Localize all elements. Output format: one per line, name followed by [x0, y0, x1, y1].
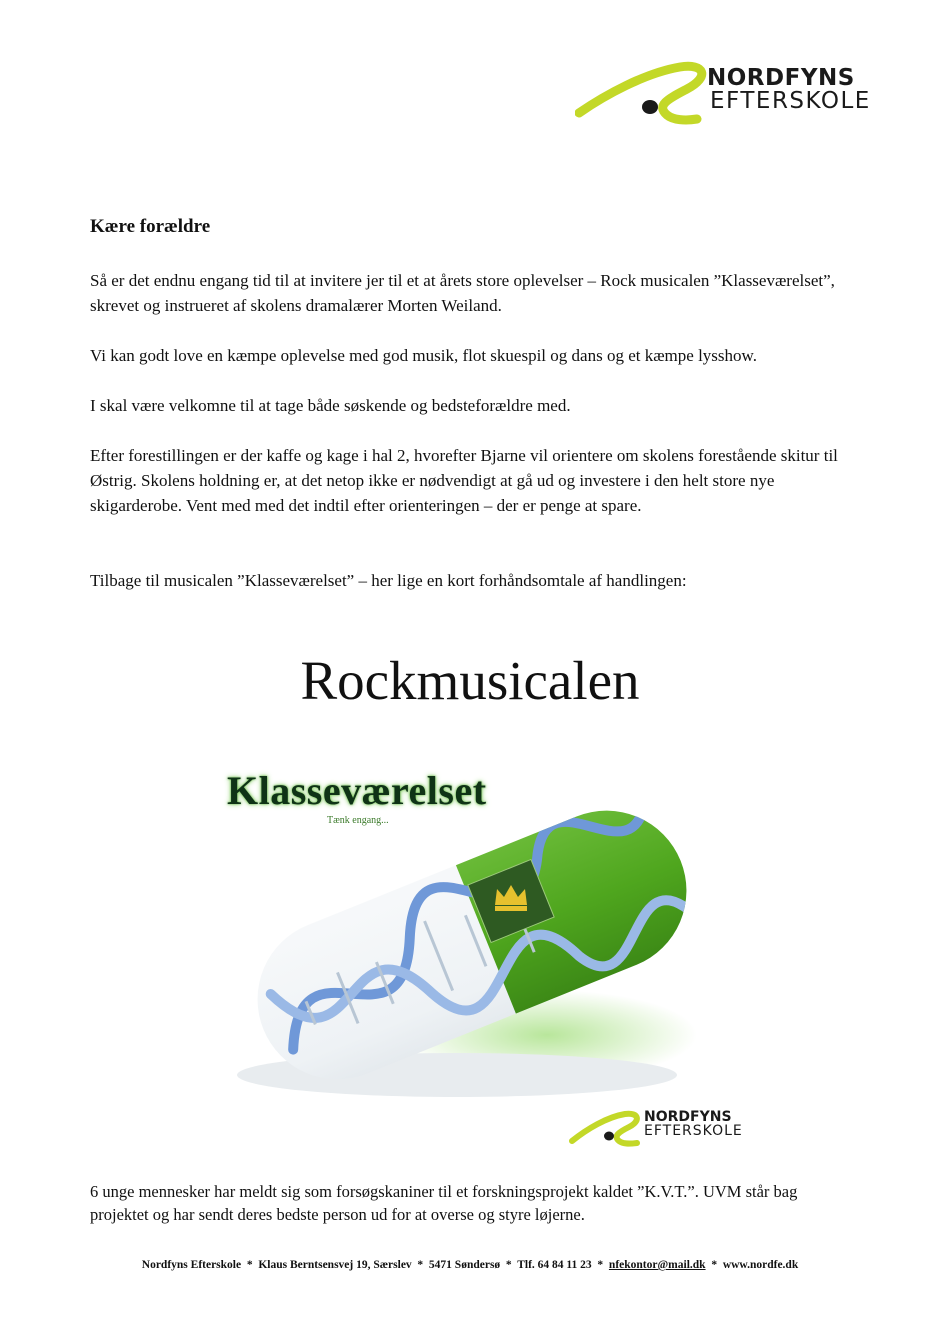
paragraph-promise: Vi kan godt love en kæmpe oplevelse med god musik, flot skuespil og dans og et kæmpe lysshow. — [90, 346, 757, 365]
paragraph-plot: 6 unge mennesker har meldt sig som forsøgskaniner til et forskningsprojekt kaldet ”K.V.T.”. UVM står bag projektet og har sendt deres bedste person ud for at overse og styre løjerne. — [90, 1182, 798, 1224]
poster-logo — [569, 1105, 743, 1147]
footer-address: Nordfyns Efterskole * Klaus Berntsensvej 19, Særslev * 5471 Søndersø * Tlf. 64 84 11 23 * — [141, 1259, 609, 1271]
musical-poster — [207, 745, 743, 1150]
poster-logo-swoosh-icon — [569, 1105, 644, 1147]
footer-email-link[interactable]: nfekontor@mail.dk — [608, 1259, 706, 1271]
poster-logo-line-1: NORDFYNS — [644, 1109, 732, 1125]
school-logo — [575, 55, 871, 127]
paragraph-after-show: Efter forestillingen er der kaffe og kage i hal 2, hvorefter Bjarne vil orientere om skolens forestående skitur til Østrig. Skolens holdning er, at det netop ikke er nødvendigt at gå ud og investere i den helt store nye skigarderobe. Vent med med det indtil efter orienteringen – der er penge at spare. — [90, 446, 838, 515]
logo-swoosh-icon — [575, 55, 715, 127]
paragraph-invitation: Så er det endnu engang tid til at invitere jer til et at årets store oplevelser – Rock musicalen ”Klasseværelset”, skrevet og instrueret af skolens dramalærer Morten Weiland. — [90, 271, 835, 315]
logo-line-1: NORDFYNS — [707, 65, 855, 91]
musical-headline: Rockmusicalen — [300, 650, 640, 711]
letter-salutation: Kære forældre — [90, 216, 211, 237]
poster-title: Klasseværelset — [227, 768, 487, 813]
footer-website: * www.nordfe.dk — [705, 1259, 799, 1271]
footer-contact — [0, 1259, 940, 1271]
poster-logo-line-2: EFTERSKOLE — [644, 1123, 743, 1139]
poster-subtitle: Tænk engang... — [327, 815, 389, 826]
paragraph-back-to-musical: Tilbage til musicalen ”Klasseværelset” – her lige en kort forhåndsomtale af handlingen: — [90, 571, 687, 590]
paragraph-welcome: I skal være velkomne til at tage både søskende og bedsteforældre med. — [90, 396, 571, 415]
logo-line-2: EFTERSKOLE — [710, 88, 871, 114]
